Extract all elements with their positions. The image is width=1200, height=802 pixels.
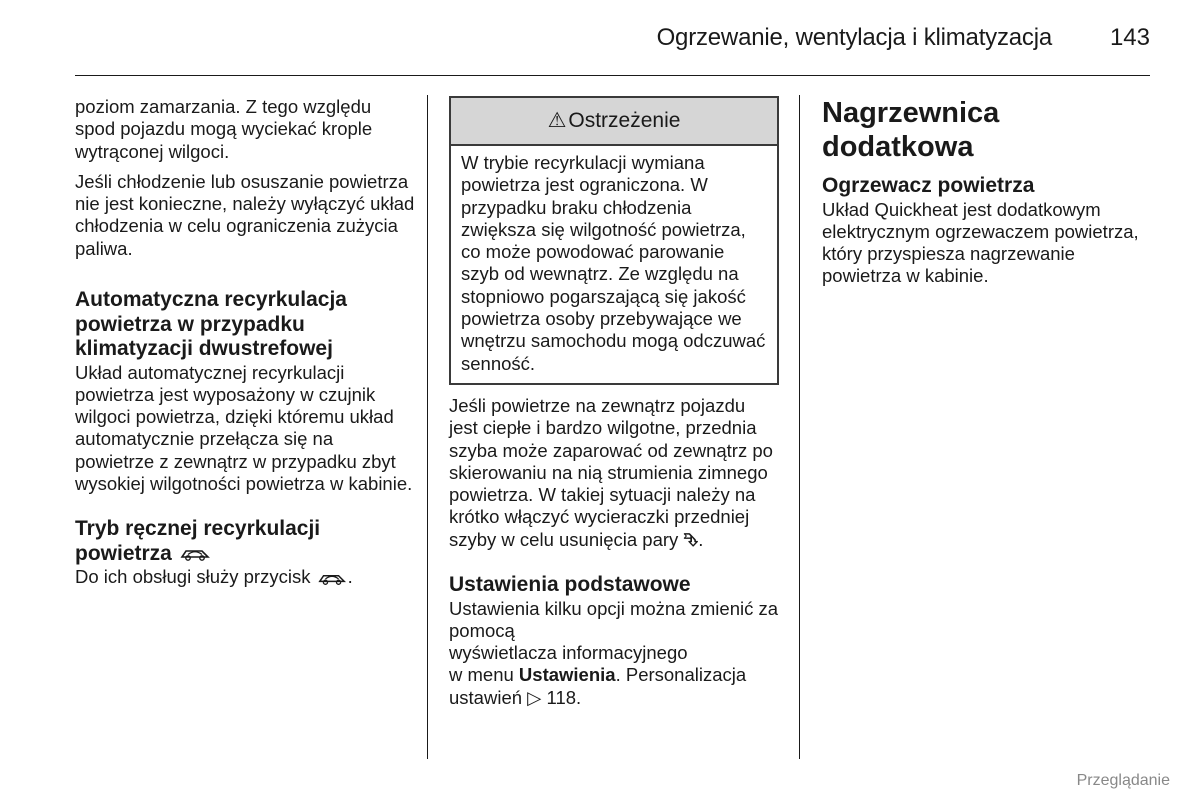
warning-box xyxy=(449,96,779,385)
paragraph-text: w menu xyxy=(449,664,514,686)
paragraph: Układ Quickheat jest dodatkowym elektrycznym ogrzewaczem powietrza, który przyspiesza nagrzewanie powietrza w kabinie. xyxy=(822,198,1139,287)
warning-title: Ostrzeżenie xyxy=(568,108,681,132)
settings-menu-name: Ustawienia xyxy=(518,664,616,686)
paragraph-text: Do ich obsługi służy przycisk xyxy=(75,566,311,588)
warning-text: W trybie recyrkulacji wymiana powietrza jest ograniczona. W przypadku braku chłodzenia zwiększa się wilgotność powietrza, co może powodować parowanie szyb od wewnątrz. Ze względu na stopniowo pogarszającą się jakość powietrza osoby przebywające we wnętrzu samochodu mogą odczuwać senność. xyxy=(461,152,766,374)
paragraph xyxy=(75,566,415,588)
header-rule xyxy=(75,75,1150,76)
page-header-title: Ogrzewanie, wentylacja i klimatyzacja xyxy=(656,24,1052,51)
page-reference-icon: ▷ xyxy=(527,686,542,708)
column-1 xyxy=(75,96,415,597)
recirculation-icon xyxy=(178,546,212,562)
paragraph: Układ automatycznej recyrkulacji powietrza jest wyposażony w czujnik wilgoci powietrza, dzięki któremu układ automatycznie przełącza się na powietrze z zewnątrz w przypadku zbyt wysokiej wilgotności powietrza w kabinie. xyxy=(75,361,413,495)
paragraph-text: Jeśli powietrze na zewnątrz pojazdu jest ciepłe i bardzo wilgotne, przednia szyba może zaparować od zewnątrz po skierowaniu na nią strumienia zimnego powietrza. W takiej sytuacji należy na krótko włączyć wycieraczki przedniej szyby w celu usunięcia pary xyxy=(449,394,773,550)
paragraph-text: wyświetlacza informacyjnego xyxy=(449,642,688,664)
column-divider-2 xyxy=(799,95,800,759)
page-reference[interactable]: 118. xyxy=(546,686,582,708)
paragraph xyxy=(449,395,779,551)
paragraph: Jeśli chłodzenie lub osuszanie powietrza nie jest konieczne, należy wyłączyć układ chłodzenia w celu ograniczenia zużycia paliwa. xyxy=(75,170,415,259)
warning-header xyxy=(451,98,777,146)
heading-air-heater: Ogrzewacz powietrza xyxy=(822,174,1035,197)
warning-icon: ⚠ xyxy=(547,108,567,132)
footer-watermark: Przeglądanie xyxy=(1076,772,1170,789)
heading-basic-settings: Ustawienia podstawowe xyxy=(449,573,691,597)
demist-icon: ⮷ xyxy=(683,528,699,550)
paragraph-end: . xyxy=(698,528,704,550)
paragraph-end: . xyxy=(347,566,353,588)
heading-auto-recirculation: Automatyczna recyrkulacja powietrza w przypadku klimatyzacji dwustrefowej xyxy=(75,288,347,361)
paragraph-text: Ustawienia kilku opcji można zmienić za pomocą xyxy=(449,597,779,641)
column-2 xyxy=(449,96,779,717)
column-3 xyxy=(822,96,1152,296)
heading-manual-recirculation xyxy=(75,517,415,566)
page-number: 143 xyxy=(1109,24,1150,51)
paragraph: poziom zamarzania. Z tego względu spod pojazdu mogą wyciekać krople wytrąconej wilgoci. xyxy=(75,96,373,162)
recirculation-button-icon xyxy=(316,571,348,586)
column-divider-1 xyxy=(427,95,428,759)
paragraph-text: . Personalizacja ustawień xyxy=(449,664,747,708)
paragraph xyxy=(449,598,779,709)
heading-manual-text: Tryb ręcznej recyrkulacji powietrza xyxy=(75,517,321,565)
heading-auxiliary-heater: Nagrzewnica dodatkowa xyxy=(822,97,1000,163)
